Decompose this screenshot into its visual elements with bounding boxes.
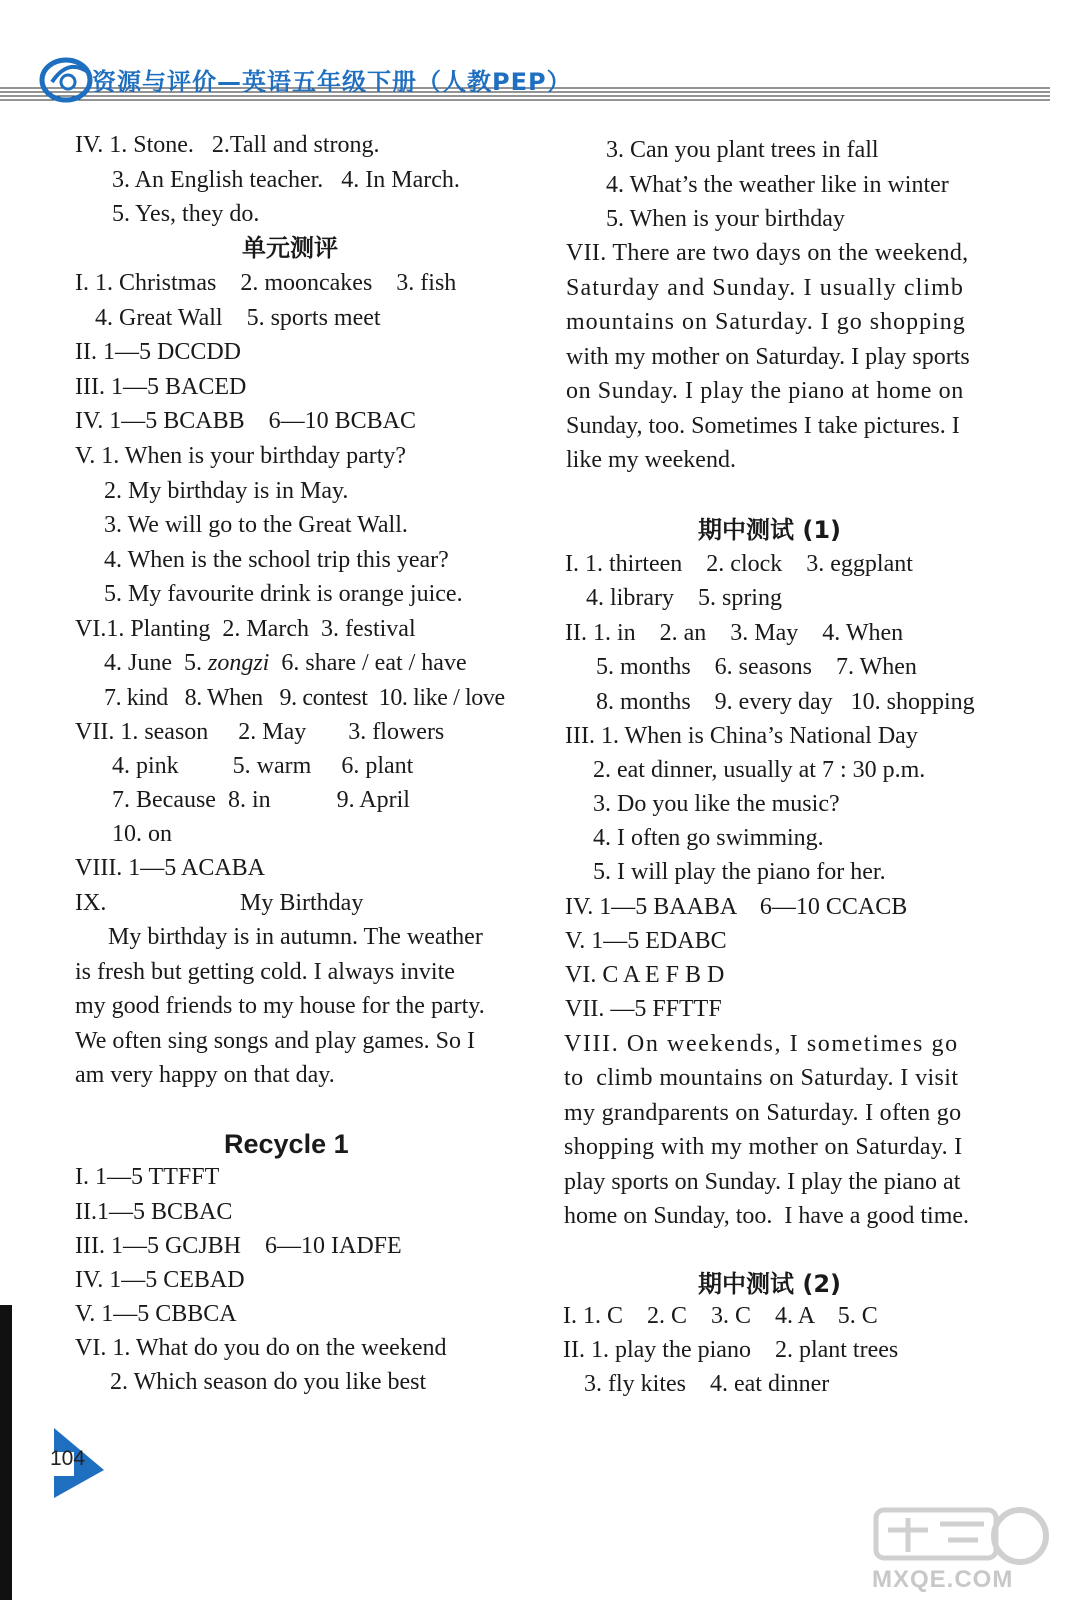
section-heading: 单元测评 — [242, 234, 338, 262]
answer-text-italic: zongzi — [208, 650, 270, 676]
book-title: 资源与评价—英语五年级下册（人教PEP） — [92, 68, 572, 96]
section-heading: Recycle 1 — [224, 1129, 349, 1159]
answer-line: 4. pink 5. warm 6. plant — [112, 753, 414, 779]
answer-line: II. 1. in 2. an 3. May 4. When — [565, 620, 904, 646]
essay-line: mountains on Saturday. I go shopping — [566, 309, 966, 335]
answer-line: 5. My favourite drink is orange juice. — [104, 581, 463, 607]
answer-line: IV. 1—5 CEBAD — [75, 1267, 245, 1293]
answer-line: V. 1—5 EDABC — [565, 928, 727, 954]
essay-line: Saturday and Sunday. I usually climb — [566, 275, 964, 301]
answer-line: IV. 1. Stone. 2.Tall and strong. — [75, 132, 380, 158]
essay-line: VII. There are two days on the weekend, — [566, 240, 969, 266]
essay-line: My birthday is in autumn. The weather — [108, 924, 483, 950]
answer-line: 7. Because 8. in 9. April — [112, 787, 410, 813]
answer-line: II. 1—5 DCCDD — [75, 339, 241, 365]
answer-line: III. 1—5 GCJBH 6—10 IADFE — [75, 1233, 402, 1259]
essay-line: on Sunday. I play the piano at home on — [566, 378, 964, 404]
publisher-logo-icon — [38, 52, 100, 104]
answer-line: II.1—5 BCBAC — [75, 1199, 233, 1225]
answer-line: 2. eat dinner, usually at 7 : 30 p.m. — [593, 757, 926, 783]
answer-line: I. 1. C 2. C 3. C 4. A 5. C — [563, 1303, 878, 1329]
answer-label: IX. — [75, 890, 107, 916]
answer-line: V. 1. When is your birthday party? — [75, 443, 407, 469]
answer-line — [104, 648, 467, 678]
essay-line: my good friends to my house for the party. — [75, 993, 485, 1019]
section-heading: 期中测试 (2) — [698, 1270, 841, 1298]
answer-line: 5. When is your birthday — [606, 206, 845, 232]
essay-line: my grandparents on Saturday. I often go — [564, 1100, 962, 1126]
answer-line: VII. 1. season 2. May 3. flowers — [75, 719, 445, 745]
answer-line: 5. months 6. seasons 7. When — [596, 654, 917, 680]
essay-line: with my mother on Saturday. I play sports — [566, 344, 970, 370]
answer-line: VI.1. Planting 2. March 3. festival — [75, 616, 416, 642]
answer-line: 8. months 9. every day 10. shopping — [596, 689, 975, 715]
answer-line: IV. 1—5 BCABB 6—10 BCBAC — [75, 408, 416, 434]
answer-line: 4. library 5. spring — [586, 585, 782, 611]
answer-line: VI. C A E F B D — [565, 962, 725, 988]
essay-line: to climb mountains on Saturday. I visit — [564, 1065, 959, 1091]
essay-line: Sunday, too. Sometimes I take pictures. I — [566, 413, 960, 439]
answer-line: 3. Can you plant trees in fall — [606, 137, 879, 163]
essay-line: am very happy on that day. — [75, 1062, 335, 1088]
answer-line: 4. What’s the weather like in winter — [606, 172, 949, 198]
essay-title: My Birthday — [240, 890, 364, 916]
answer-line: VI. 1. What do you do on the weekend — [75, 1335, 447, 1361]
answer-line: 5. I will play the piano for her. — [593, 859, 886, 885]
answer-line: I. 1—5 TTFFT — [75, 1164, 220, 1190]
answer-line: VII. —5 FFTTF — [565, 996, 722, 1022]
answer-line: II. 1. play the piano 2. plant trees — [563, 1337, 899, 1363]
section-heading: 期中测试 (1) — [698, 516, 841, 544]
answer-line: 7. kind 8. When 9. contest 10. like / love — [104, 685, 505, 711]
answer-line: 3. An English teacher. 4. In March. — [112, 167, 460, 193]
page-header — [0, 0, 1066, 120]
answer-line: 4. When is the school trip this year? — [104, 547, 449, 573]
answer-line: I. 1. thirteen 2. clock 3. eggplant — [565, 551, 913, 577]
essay-line: play sports on Sunday. I play the piano at — [564, 1169, 961, 1195]
answer-line: 10. on — [112, 821, 172, 847]
watermark-text: MXQE.COM — [872, 1566, 1014, 1593]
answer-line: 2. My birthday is in May. — [104, 478, 349, 504]
answer-line: VIII. 1—5 ACABA — [75, 855, 265, 881]
answer-line: III. 1. When is China’s National Day — [565, 723, 918, 749]
answer-line: 5. Yes, they do. — [112, 201, 260, 227]
answer-line: 4. I often go swimming. — [593, 825, 824, 851]
essay-line: is fresh but getting cold. I always invite — [75, 959, 455, 985]
essay-line: shopping with my mother on Saturday. I — [564, 1134, 963, 1160]
essay-line: VIII. On weekends, I sometimes go — [564, 1031, 959, 1057]
answer-line: 3. fly kites 4. eat dinner — [584, 1371, 830, 1397]
page-edge-bar — [0, 1305, 12, 1600]
answer-line: 2. Which season do you like best — [110, 1369, 427, 1395]
answer-text: 4. June 5. — [104, 650, 208, 676]
essay-line: like my weekend. — [566, 447, 736, 473]
answer-line: 3. We will go to the Great Wall. — [104, 512, 408, 538]
answer-line: III. 1—5 BACED — [75, 374, 247, 400]
answer-line: 3. Do you like the music? — [593, 791, 840, 817]
answer-text: 6. share / eat / have — [269, 650, 467, 676]
answer-line: 4. Great Wall 5. sports meet — [95, 305, 381, 331]
essay-line: We often sing songs and play games. So I — [75, 1028, 476, 1054]
answer-line: IV. 1—5 BAABA 6—10 CCACB — [565, 894, 908, 920]
answer-line: V. 1—5 CBBCA — [75, 1301, 237, 1327]
page-number: 104 — [50, 1447, 86, 1470]
answer-line: I. 1. Christmas 2. mooncakes 3. fish — [75, 270, 457, 296]
essay-line: home on Sunday, too. I have a good time. — [564, 1203, 970, 1229]
